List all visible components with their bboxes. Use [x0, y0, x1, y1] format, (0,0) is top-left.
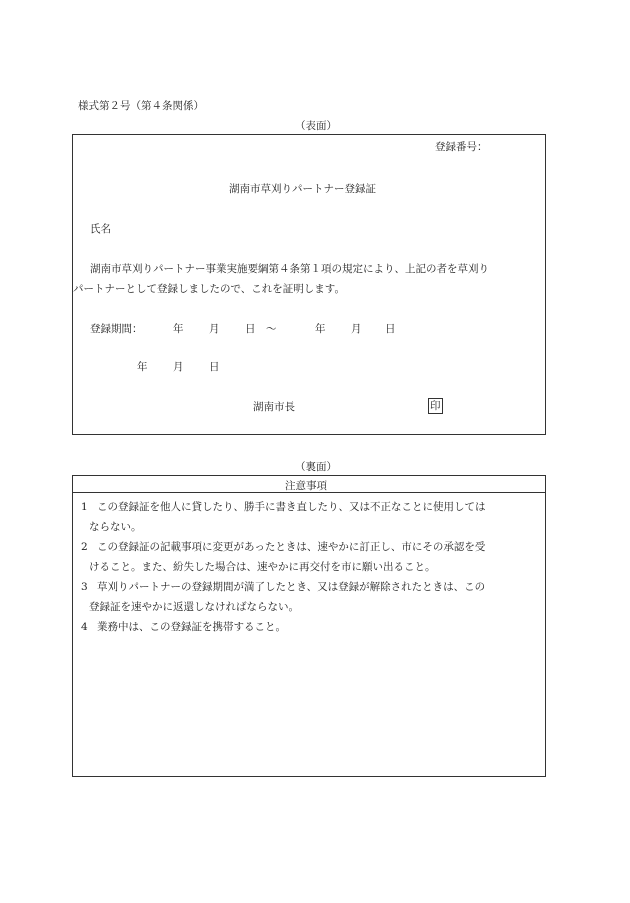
note-text-cont: ならない。 — [89, 521, 142, 533]
period-label: 登録期間： — [90, 323, 143, 335]
front-heading: （表面） — [295, 120, 337, 132]
name-label: 氏名 — [90, 223, 111, 235]
note-number: 3 — [81, 581, 88, 593]
back-heading: （裏面） — [295, 461, 337, 473]
front-card — [72, 134, 546, 435]
issue-date-month: 月 — [173, 361, 184, 373]
note-item-4 — [81, 617, 541, 637]
period-start-year: 年 — [173, 323, 184, 335]
notes-title: 注意事項 — [285, 480, 327, 492]
issue-date-day: 日 — [209, 361, 220, 373]
period-start-day: 日 — [245, 323, 256, 335]
note-text-cont: 登録証を速やかに返還しなければならない。 — [89, 601, 299, 613]
period-end-month: 月 — [351, 323, 362, 335]
form-label: 様式第２号（第４条関係） — [78, 100, 204, 112]
note-text: 草刈りパートナーの登録期間が満了したとき、又は登録が解除されたときは、この — [97, 581, 486, 593]
certificate-title: 湖南市草刈りパートナー登録証 — [229, 183, 376, 195]
period-tilde: ～ — [266, 323, 277, 335]
registration-number-label: 登録番号： — [435, 141, 488, 153]
note-text: この登録証を他人に貸したり、勝手に書き直したり、又は不正なことに使用しては — [97, 501, 486, 513]
note-text: この登録証の記載事項に変更があったときは、速やかに訂正し、市にその承認を受 — [97, 541, 486, 553]
note-item-3 — [81, 577, 541, 617]
notes-divider — [73, 492, 545, 493]
period-end-day: 日 — [385, 323, 396, 335]
seal-mark: 印 — [430, 400, 441, 412]
note-number: 4 — [81, 621, 88, 633]
mayor-label: 湖南市長 — [253, 401, 295, 413]
note-text-cont: けること。また、紛失した場合は、速やかに再交付を市に願い出ること。 — [89, 561, 436, 573]
certificate-body-line1: 湖南市草刈りパートナー事業実施要綱第４条第１項の規定により、上記の者を草刈り — [90, 263, 489, 275]
note-number: 1 — [81, 501, 88, 513]
back-card — [72, 475, 546, 777]
certificate-body-line2: パートナーとして登録しましたので、これを証明します。 — [73, 283, 345, 295]
period-end-year: 年 — [315, 323, 326, 335]
period-start-month: 月 — [209, 323, 220, 335]
note-number: 2 — [81, 541, 88, 553]
note-text: 業務中は、この登録証を携帯すること。 — [97, 621, 286, 633]
issue-date-year: 年 — [137, 361, 148, 373]
note-item-1 — [81, 497, 541, 537]
note-item-2 — [81, 537, 541, 577]
